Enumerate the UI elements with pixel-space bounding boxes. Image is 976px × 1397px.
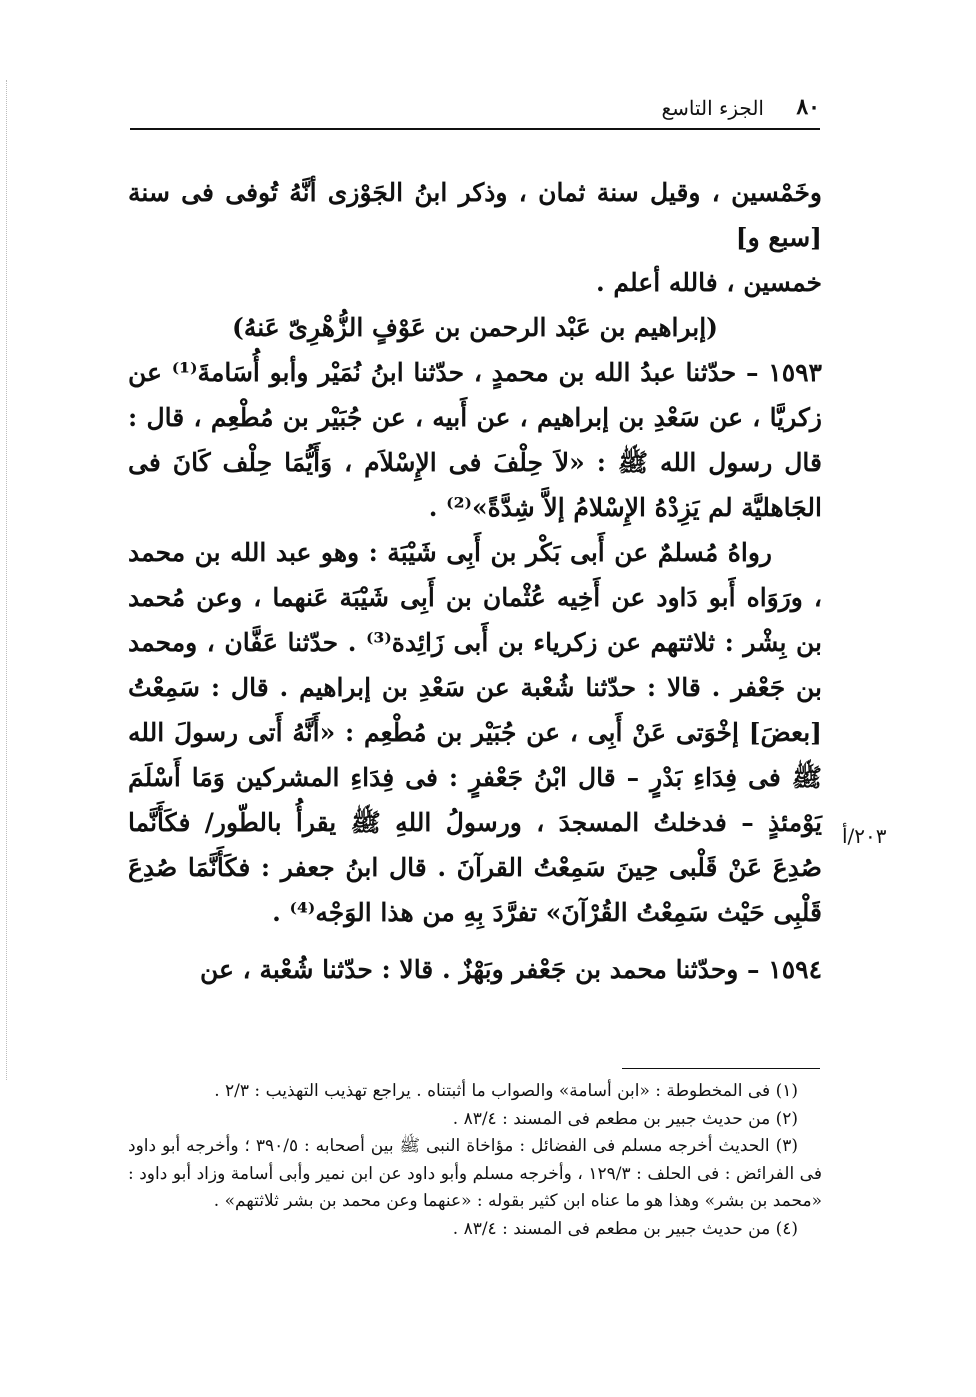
hadith-1593-text: – حدّثنا عبدُ الله بن محمدٍ ، حدّثنا ابنُ نُمَيْر وأبو أُسَامةَ⁽¹⁾ عن زكريَّا ، عن سَعْدِ بن إبراهيم ، عن أَبيه ، عن جُبَيْر بن مُطْعِم ، قال : قال رسول الله ﷺ : «لاَ حِلْفَ فى الإِسْلاَم ، وَأَيُّمَا حِلْف كَانَ فى الجَاهليَّة لم يَزِدْهُ الإِسْلامُ إلاَّ شِدَّةً»⁽²⁾ . <box>128 358 822 522</box>
header-rule <box>130 128 820 130</box>
footnotes <box>128 1078 822 1243</box>
footnote-rule <box>622 1068 820 1069</box>
section-heading: (إبراهيم بن عَبْد الرحمن بن عَوْفٍ الزُّهْرِىّ عَنهُ) <box>232 313 718 342</box>
footnote-3: (٣) الحديث أخرجه مسلم فى الفضائل : مؤاخاة النبى ﷺ بين أصحابه : ٣٩٠/٥ ؛ وأخرجه أبو داود فى الفرائض : فى الحلف : ١٢٩/٣ ، وأخرجه مسلم وأبو داود عن ابن نمير وأبى أسامة وزاد أبو داود : «محمد بن بشر» وهذا هو ما عناه ابن كثير بقوله : «عنهما وعن محمد بن بشر ثلاثتهم» . <box>128 1136 822 1211</box>
hadith-1593-paragraph-1 <box>128 350 822 530</box>
running-title: الجزء التاسع <box>661 96 764 120</box>
footnote-4: (٤) من حديث جبير بن مطعم فى المسند : ٨٣/٤ . <box>452 1218 798 1239</box>
manuscript-folio-note: ٢٠٣/أ <box>842 824 887 848</box>
hadith-number-1593: ١٥٩٣ <box>768 358 822 387</box>
intro-line-2: خمسين ، فالله أعلم . <box>595 268 822 297</box>
main-text <box>128 170 822 992</box>
footnote-1: (١) فى المخطوطة : «ابن أسامة» والصواب ما أثبتناه . يراجع تهذيب التهذيب : ٢/٣ . <box>214 1081 798 1101</box>
page-number: ٨٠ <box>796 94 820 120</box>
scan-edge-mark <box>6 80 8 1080</box>
page-header <box>130 92 820 128</box>
hadith-1593-paragraph-2: رواهُ مُسلمٌ عن أَبى بَكْر بن أَبِى شَيْبَة : وهو عبد الله بن محمد ، ورَوَاه أَبو دَاود عن أَخِيه عُثْمان بن أَبِى شَيْبَة عَنهما ، وعن مُحمد بن بِشْر : ثلاثتهم عن زكرياء بن أَبى زَائِدة⁽³⁾ . حدّثنا عَفَّان ، ومحمد بن جَعْفر . قالا : حدّثنا شُعْبة عن سَعْدِ بن إبراهيم . قال : سَمِعْتُ [بعضَ] إخْوَتى عَنْ أَبِى ، عن جُبَيْر بن مُطْعِم : «أَنَّهُ أَتى رسولَ الله ﷺ فى فِدَاءِ بَدْرٍ – قال ابْنُ جَعْفرٍ : فى فِدَاءِ المشركين وَمَا أَسْلَمَ يَوْمئذٍ – فدخلتُ المسجدَ ، ورسولُ اللهِ ﷺ يقرأُ بالطّور/ فكَأَنَّما صُدِعَ عَنْ قَلْبى حِينَ سَمِعْتُ القرآنَ . قال ابنُ جعفر : فكَأَنَّمَا صُدِعَ قَلْبِى حَيْث سَمِعْتُ القُرْآنَ» تفرَّدَ بِهِ من هذا الوَجْه⁽⁴⁾ . <box>128 538 823 927</box>
intro-line-1: وخَمْسين ، وقيل سنة ثمان ، وذكر ابنُ الجَوْزى أنَّهُ تُوفى فى سنة [سبع و] <box>128 178 822 252</box>
hadith-number-1594: ١٥٩٤ <box>768 955 822 984</box>
hadith-1594-text: – وحدّثنا محمد بن جَعْفر وبَهْزٌ . قالا : حدّثنا شُعْبة ، عن <box>200 955 760 984</box>
hadith-1594-paragraph <box>128 947 822 992</box>
footnote-2: (٢) من حديث جبير بن مطعم فى المسند : ٨٣/٤ . <box>452 1108 798 1129</box>
